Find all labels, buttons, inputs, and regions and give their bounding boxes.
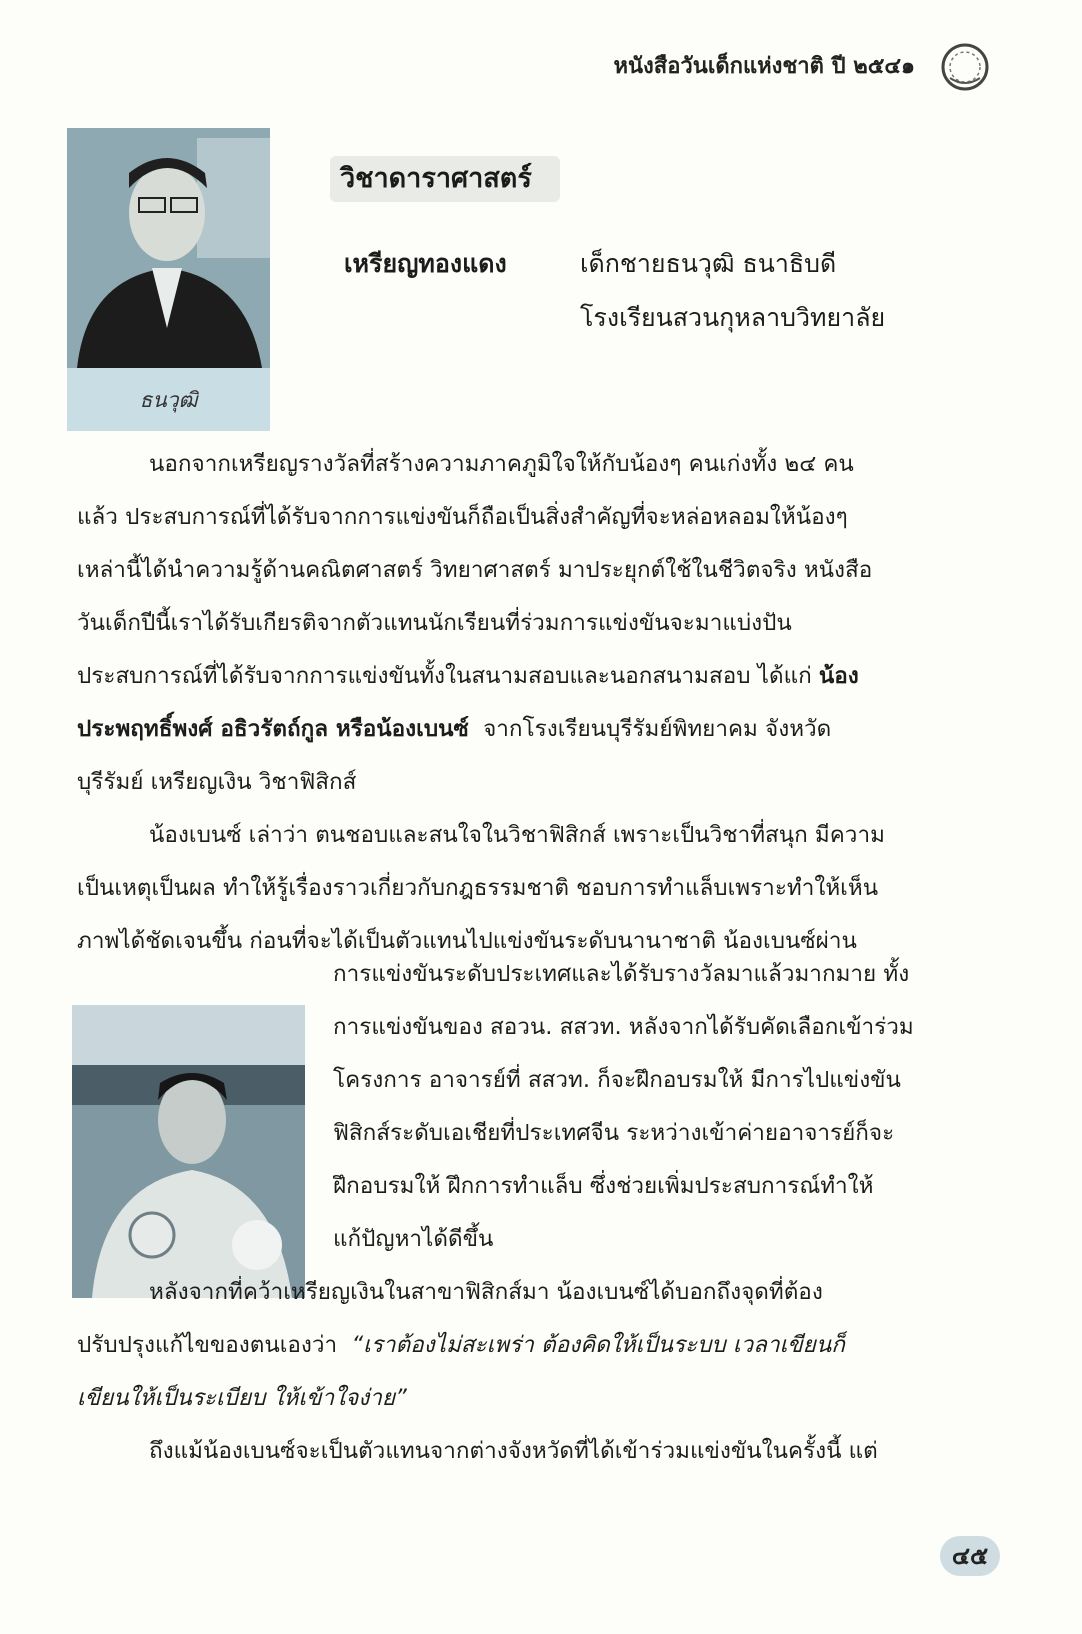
paragraph-1 (77, 438, 992, 809)
page-number: ๔๕ (940, 1536, 1000, 1576)
text-line: เป็นเหตุเป็นผล ทำให้รู้เรื่องราวเกี่ยวกับกฎธรรมชาติ ชอบการทำแล็บเพราะทำให้เห็น (77, 875, 879, 901)
text-segment: ประสบการณ์ที่ได้รับจากการแข่งขันทั้งในสนามสอบและนอกสนามสอบ ได้แก่ (77, 663, 812, 689)
winner-school: โรงเรียนสวนกุหลาบวิทยาลัย (580, 303, 886, 332)
text-segment: จากโรงเรียนบุรีรัมย์พิทยาคม จังหวัด (483, 716, 832, 742)
subject-heading: วิชาดาราศาสตร์ (330, 156, 560, 202)
text-line: ฟิสิกส์ระดับเอเชียที่ประเทศจีน ระหว่างเข้าค่ายอาจารย์ก็จะ (333, 1120, 895, 1146)
paragraph-2-wrapped (333, 948, 993, 1266)
running-header: หนังสือวันเด็กแห่งชาติ ปี ๒๕๔๑ (613, 54, 915, 79)
winner-name: เด็กชายธนวุฒิ ธนาธิบดี (580, 249, 837, 278)
text-line: เหล่านี้ได้นำความรู้ด้านคณิตศาสตร์ วิทยาศาสตร์ มาประยุกต์ใช้ในชีวิตจริง หนังสือ (77, 557, 873, 583)
text-line (77, 1319, 992, 1372)
text-line: วันเด็กปีนี้เราได้รับเกียรติจากตัวแทนนักเรียนที่ร่วมการแข่งขันจะมาแบ่งปัน (77, 610, 792, 636)
text-line: บุรีรัมย์ เหรียญเงิน วิชาฟิสิกส์ (77, 769, 357, 795)
text-line: นอกจากเหรียญรางวัลที่สร้างความภาคภูมิใจให้กับน้องๆ คนเก่งทั้ง ๒๔ คน (149, 451, 854, 477)
quote-text: เขียนให้เป็นระเบียบ ให้เข้าใจง่าย” (77, 1385, 407, 1411)
award-label: เหรียญทองแดง (344, 249, 507, 278)
text-line: หลังจากที่คว้าเหรียญเงินในสาขาฟิสิกส์มา น้องเบนซ์ได้บอกถึงจุดที่ต้อง (149, 1279, 823, 1305)
text-line: แก้ปัญหาได้ดีขึ้น (333, 1226, 494, 1252)
highlighted-name: น้อง (818, 663, 859, 689)
paragraph-4 (77, 1425, 992, 1478)
text-line: ฝึกอบรมให้ ฝึกการทำแล็บ ซึ่งช่วยเพิ่มประสบการณ์ทำให้ (333, 1173, 874, 1199)
quote-text: “เราต้องไม่สะเพร่า ต้องคิดให้เป็นระบบ เวลาเขียนก็ (351, 1332, 845, 1358)
text-line: การแข่งขันระดับประเทศและได้รับรางวัลมาแล้วมากมาย ทั้ง (333, 961, 910, 987)
text-line (77, 650, 992, 703)
text-line: แล้ว ประสบการณ์ที่ได้รับจากการแข่งขันก็ถือเป็นสิ่งสำคัญที่จะหล่อหลอมให้น้องๆ (77, 504, 848, 530)
text-line: โครงการ อาจารย์ที่ สสวท. ก็จะฝึกอบรมให้ มีการไปแข่งขัน (333, 1067, 901, 1093)
paragraph-2 (77, 809, 992, 968)
photo-caption: ธนวุฒิ (139, 388, 198, 412)
text-line: การแข่งขันของ สอวน. สสวท. หลังจากได้รับคัดเลือกเข้าร่วม (333, 1014, 914, 1040)
ornament-icon (936, 38, 994, 96)
text-line: ถึงแม้น้องเบนซ์จะเป็นตัวแทนจากต่างจังหวัดที่ได้เข้าร่วมแข่งขันในครั้งนี้ แต่ (149, 1438, 878, 1464)
text-line: น้องเบนซ์ เล่าว่า ตนชอบและสนใจในวิชาฟิสิกส์ เพราะเป็นวิชาที่สนุก มีความ (149, 822, 885, 848)
text-line (77, 703, 992, 756)
medal-winner-photo (72, 1005, 305, 1298)
highlighted-name: ประพฤทธิ์พงศ์ อธิวรัตถ์กูล หรือน้องเบนซ์ (77, 716, 469, 742)
student-portrait-photo (67, 128, 270, 431)
text-line: ภาพได้ชัดเจนขึ้น ก่อนที่จะได้เป็นตัวแทนไปแข่งขันระดับนานาชาติ น้องเบนซ์ผ่าน (77, 928, 857, 954)
text-segment: ปรับปรุงแก้ไขของตนเองว่า (77, 1332, 338, 1358)
paragraph-3 (77, 1266, 992, 1425)
text-line (77, 1372, 992, 1425)
